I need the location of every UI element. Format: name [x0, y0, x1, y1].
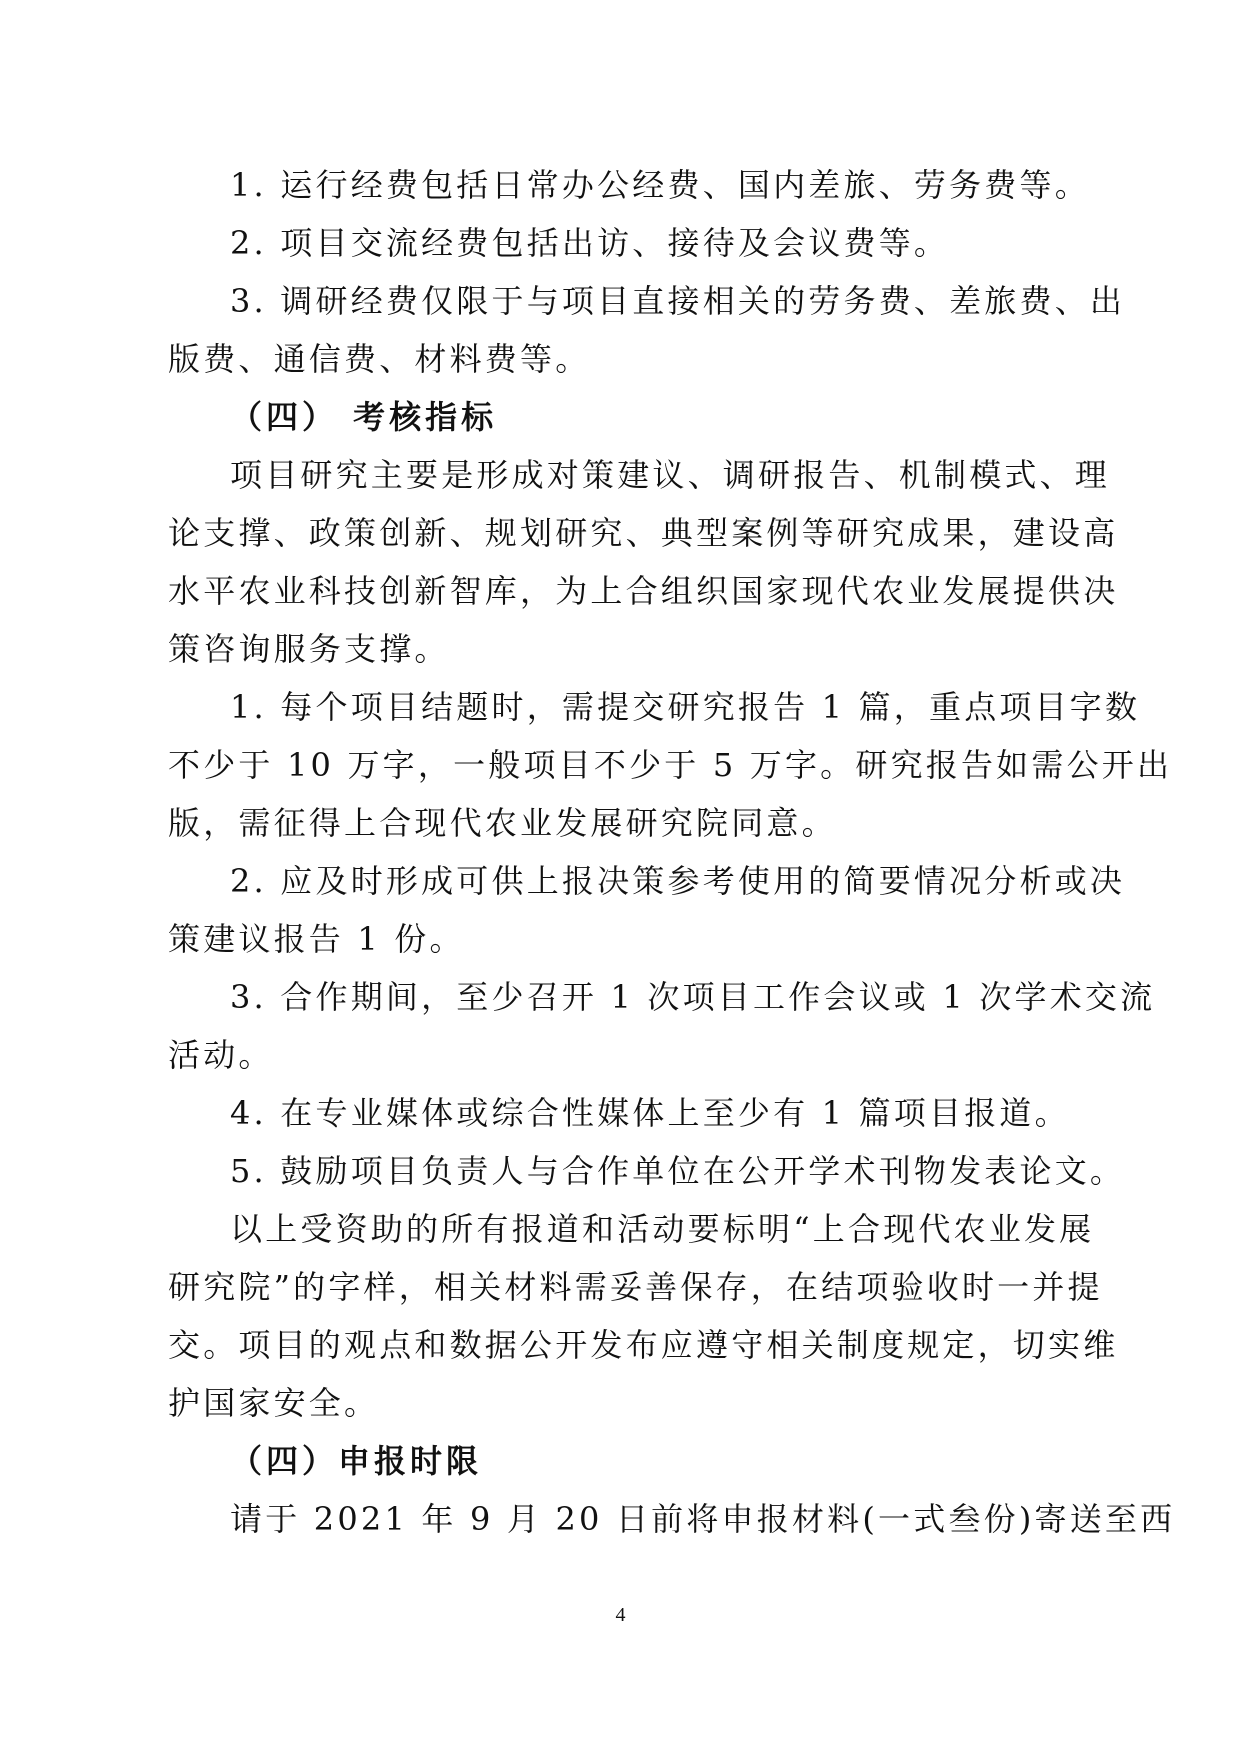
- paragraph-line: 策建议报告 1 份。: [168, 920, 465, 958]
- paragraph-line: 3. 合作期间，至少召开 1 次项目工作会议或 1 次学术交流: [230, 978, 1156, 1016]
- paragraph-line: 版，需征得上合现代农业发展研究院同意。: [168, 804, 837, 842]
- paragraph-line: 2. 项目交流经费包括出访、接待及会议费等。: [230, 224, 950, 262]
- paragraph-line: 论支撑、政策创新、规划研究、典型案例等研究成果，建设高: [168, 514, 1119, 552]
- body-text: [168, 156, 1176, 1548]
- paragraph-line: 版费、通信费、材料费等。: [168, 340, 591, 378]
- paragraph-line: 护国家安全。: [168, 1384, 380, 1422]
- paragraph-line: 项目研究主要是形成对策建议、调研报告、机制模式、理: [230, 456, 1111, 494]
- paragraph-line: 水平农业科技创新智库，为上合组织国家现代农业发展提供决: [168, 572, 1119, 610]
- page-number: 4: [615, 1604, 626, 1626]
- paragraph-line: 1. 每个项目结题时，需提交研究报告 1 篇，重点项目字数: [230, 688, 1141, 726]
- paragraph-line: 4. 在专业媒体或综合性媒体上至少有 1 篇项目报道。: [230, 1094, 1070, 1132]
- paragraph-line: 策咨询服务支撑。: [168, 630, 450, 668]
- paragraph-line: 研究院”的字样，相关材料需妥善保存，在结项验收时一并提: [168, 1268, 1103, 1306]
- paragraph-line: 1. 运行经费包括日常办公经费、国内差旅、劳务费等。: [230, 166, 1090, 204]
- paragraph-line: 2. 应及时形成可供上报决策参考使用的简要情况分析或决: [230, 862, 1126, 900]
- paragraph-line: 不少于 10 万字，一般项目不少于 5 万字。研究报告如需公开出: [168, 746, 1173, 784]
- paragraph-line: 交。项目的观点和数据公开发布应遵守相关制度规定，切实维: [168, 1326, 1119, 1364]
- paragraph-line: 请于 2021 年 9 月 20 日前将申报材料(一式叁份)寄送至西: [230, 1500, 1176, 1538]
- paragraph-line: 3. 调研经费仅限于与项目直接相关的劳务费、差旅费、出: [230, 282, 1126, 320]
- paragraph-line: 以上受资助的所有报道和活动要标明“上合现代农业发展: [230, 1210, 1095, 1248]
- paragraph-line: 5. 鼓励项目负责人与合作单位在公开学术刊物发表论文。: [230, 1152, 1126, 1190]
- section-heading: （四）申报时限: [230, 1442, 483, 1480]
- section-heading: （四） 考核指标: [230, 398, 498, 436]
- paragraph-line: 活动。: [168, 1036, 274, 1074]
